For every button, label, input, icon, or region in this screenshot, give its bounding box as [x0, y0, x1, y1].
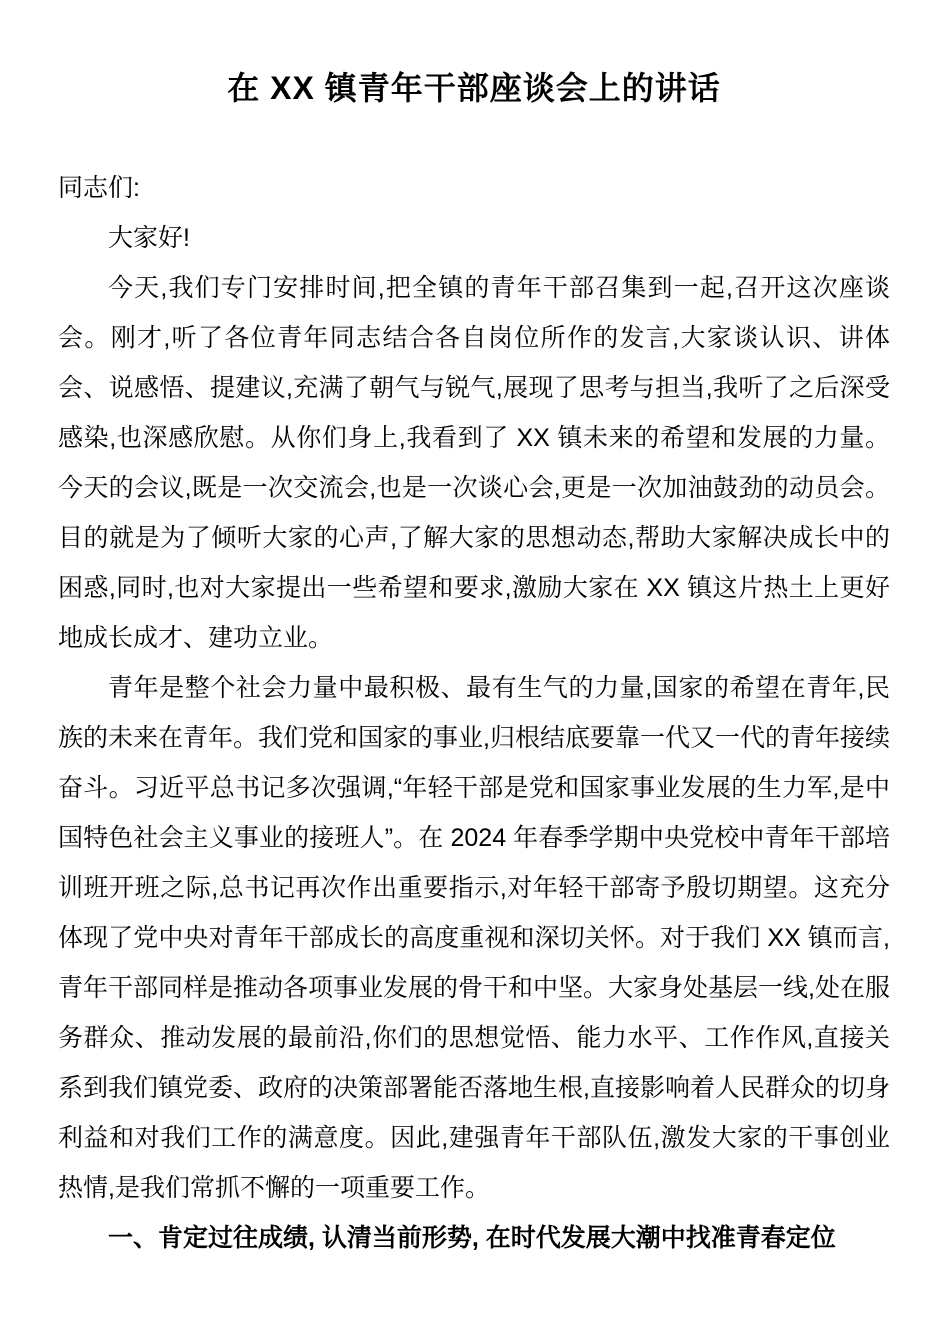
paragraph-youth: 青年是整个社会力量中最积极、最有生气的力量,国家的希望在青年,民族的未来在青年。我们党和国家的事业,归根结底要靠一代又一代的青年接续奋斗。习近平总书记多次强调,“年轻干部是党和国家事业发展的生力军,是中国特色社会主义事业的接班人”。在 2024 年春季学期中央党校中青年干部培训班开班之际,总书记再次作出重要指示,对年轻干部寄予殷切期望。这充分体现了党中央对青年干部成长的高度重视和深切关怀。对于我们 XX 镇而言,青年干部同样是推动各项事业发展的骨干和中坚。大家身处基层一线,处在服务群众、推动发展的最前沿,你们的思想觉悟、能力水平、工作作风,直接关系到我们镇党委、政府的决策部署能否落地生根,直接影响着人民群众的切身利益和对我们工作的满意度。因此,建强青年干部队伍,激发大家的干事创业热情,是我们常抓不懈的一项重要工作。 — [58, 674, 890, 1202]
salutation: 同志们: — [58, 174, 140, 202]
greeting-paragraph: 大家好! — [108, 224, 190, 252]
document-title: 在 XX 镇青年干部座谈会上的讲话 — [227, 70, 721, 106]
section-heading-1: 一、肯定过往成绩, 认清当前形势, 在时代发展大潮中找准青春定位 — [108, 1224, 836, 1252]
paragraph-intro: 今天,我们专门安排时间,把全镇的青年干部召集到一起,召开这次座谈会。刚才,听了各位青年同志结合各自岗位所作的发言,大家谈认识、讲体会、说感悟、提建议,充满了朝气与锐气,展现了思考与担当,我听了之后深受感染,也深感欣慰。从你们身上,我看到了 XX 镇未来的希望和发展的力量。今天的会议,既是一次交流会,也是一次谈心会,更是一次加油鼓劲的动员会。目的就是为了倾听大家的心声,了解大家的思想动态,帮助大家解决成长中的困惑,同时,也对大家提出一些希望和要求,激励大家在 XX 镇这片热土上更好地成长成才、建功立业。 — [58, 274, 890, 652]
